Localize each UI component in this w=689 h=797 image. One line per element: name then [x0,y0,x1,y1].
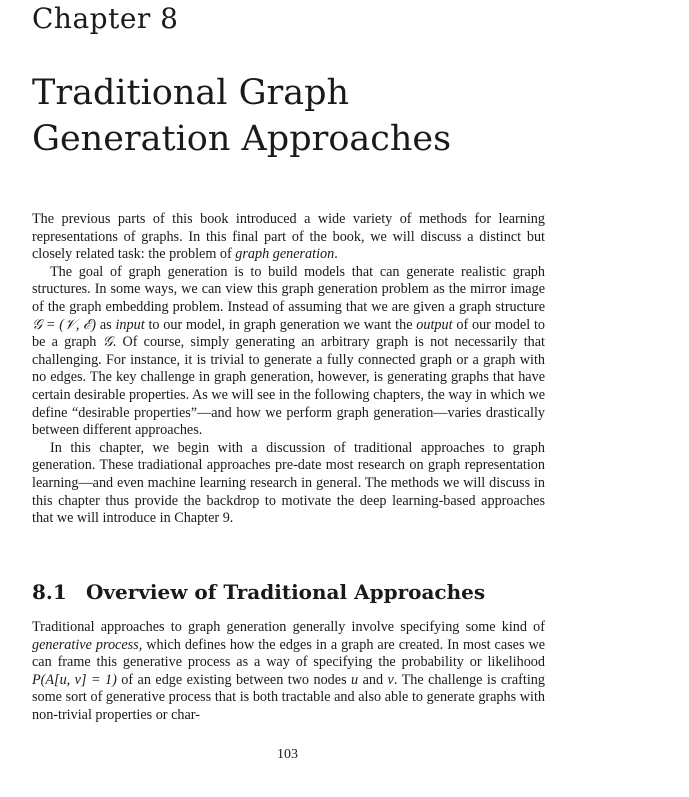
text-run: Traditional approaches to graph generation generally involve specifying some kind of [32,619,545,635]
emphasis-output: output [416,316,453,333]
emphasis-graph-generation: graph generation [235,246,335,263]
text-run: and [358,671,388,688]
text-run: of our model to be a graph [32,316,546,351]
chapter-label: Chapter 8 [32,2,179,35]
intro-paragraph-3: In this chapter, we begin with a discussion of traditional approaches to graph generation. These tradiational approaches pre-date most research on graph representation learning—and even machine learning research in general. The methods we will discuss in this chapter thus provide the backdrop to motivate the deep learning-based approaches that we will introduce in Chapter 9. [32,439,545,527]
text-run: , which defines how the edges in a graph are created. In most cases we can frame this generative process as a way of specifying the probability or likelihood [32,636,546,671]
intro-paragraph-2 [32,264,545,440]
section-heading [32,580,592,604]
chapter-title-line-1: Traditional Graph [32,73,350,113]
emphasis-input: input [115,316,145,333]
emphasis-generative-process: generative process [32,636,139,653]
text-run: . [334,246,338,263]
text-run: . The challenge is crafting some sort of generative process that is both tractable and also able to generate graphs with non-trivial properties or char- [32,671,545,723]
math-node-u: u [351,671,359,688]
section-paragraph-1 [32,619,545,725]
math-edge-probability: P(A[u, v] = 1) [32,671,117,688]
text-run: of an edge existing between two nodes [116,671,352,688]
math-graph-symbol: 𝒢 [102,334,113,351]
intro-paragraph-1 [32,211,545,264]
text-run: as [96,316,116,333]
intro-text [32,211,545,528]
math-graph-definition: 𝒢 = (𝒱, ℰ) [32,316,97,333]
text-run: to our model, in graph generation we want the [144,316,417,333]
chapter-title-line-2: Generation Approaches [32,119,452,159]
text-run: The goal of graph generation is to build models that can generate realistic graph structures. In some ways, we can view this graph generation problem as the mirror image of the graph embedding problem. Instead of assuming that we are given a graph structure [32,263,545,315]
page-number: 103 [277,747,298,762]
section-text [32,619,545,725]
text-run: The previous parts of this book introduced a wide variety of methods for learning representations of graphs. In this final part of the book, we will discuss a distinct but closely related task: the problem of [32,211,545,263]
text-run: . Of course, simply generating an arbitrary graph is not necessarily that challenging. For instance, it is trivial to generate a fully connected graph or a graph with no edges. The key challenge in graph generation, however, is generating graphs that have certain desirable properties. As we will see in the following chapters, the way in which we define “desirable properties”—and how we perform graph generation—varies drastically between different approaches. [32,334,545,439]
section-number: 8.1 [32,580,67,604]
math-node-v: v [387,671,394,688]
section-title: Overview of Traditional Approaches [86,580,486,604]
chapter-title [32,70,652,162]
